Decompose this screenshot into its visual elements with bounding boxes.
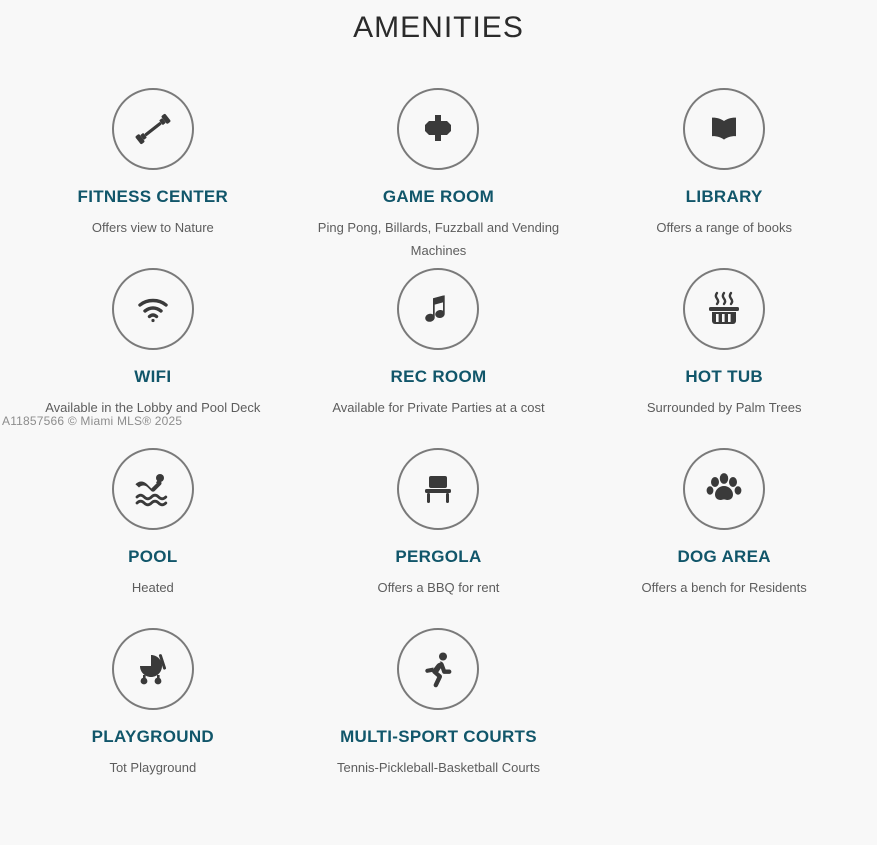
dumbbell-icon: [112, 88, 194, 170]
amenity-item: [10, 426, 296, 606]
amenity-title: WIFI: [134, 367, 172, 386]
gamepad-icon: [397, 88, 479, 170]
mls-watermark: A11857566 © Miami MLS® 2025: [2, 414, 183, 428]
book-icon: [683, 88, 765, 170]
amenity-item: [10, 66, 296, 246]
amenity-desc: Ping Pong, Billards, Fuzzball and Vending Machines: [317, 220, 560, 258]
amenity-desc: Offers a BBQ for rent: [377, 580, 500, 595]
amenity-item: [581, 426, 867, 606]
amenity-desc: Available for Private Parties at a cost: [332, 400, 545, 415]
swimmer-icon: [112, 448, 194, 530]
music-note-icon: [397, 268, 479, 350]
amenity-desc: Tot Playground: [109, 760, 197, 775]
hot-tub-icon: [683, 268, 765, 350]
amenity-title: LIBRARY: [685, 187, 763, 206]
amenity-title: MULTI-SPORT COURTS: [340, 727, 537, 746]
running-person-icon: [397, 628, 479, 710]
amenity-item: [296, 246, 582, 426]
amenity-title: GAME ROOM: [382, 187, 495, 206]
amenity-title: POOL: [128, 547, 178, 566]
amenity-title: REC ROOM: [390, 367, 487, 386]
wifi-icon: [112, 268, 194, 350]
amenity-title: PERGOLA: [395, 547, 482, 566]
amenity-item: [10, 606, 296, 786]
amenity-desc: Offers a range of books: [656, 220, 792, 235]
paw-print-icon: [683, 448, 765, 530]
amenity-item: [296, 426, 582, 606]
amenity-item: [296, 66, 582, 258]
amenity-desc: Offers view to Nature: [91, 220, 214, 235]
amenity-desc: Surrounded by Palm Trees: [646, 400, 802, 415]
page-title: AMENITIES: [353, 11, 524, 44]
amenity-title: PLAYGROUND: [91, 727, 214, 746]
amenity-desc: Available in the Lobby and Pool Deck: [45, 400, 261, 415]
amenity-title: DOG AREA: [677, 547, 771, 566]
amenity-desc: Heated: [131, 580, 174, 595]
amenity-item: [581, 246, 867, 426]
amenity-item: [10, 246, 296, 426]
amenity-item: [296, 606, 582, 786]
amenity-title: HOT TUB: [685, 367, 763, 386]
pergola-chair-icon: [397, 448, 479, 530]
stroller-icon: [112, 628, 194, 710]
amenity-desc: Offers a bench for Residents: [641, 580, 807, 595]
amenity-title: FITNESS CENTER: [77, 187, 229, 206]
amenity-item: [581, 66, 867, 246]
amenity-desc: Tennis-Pickleball-Basketball Courts: [336, 760, 540, 775]
